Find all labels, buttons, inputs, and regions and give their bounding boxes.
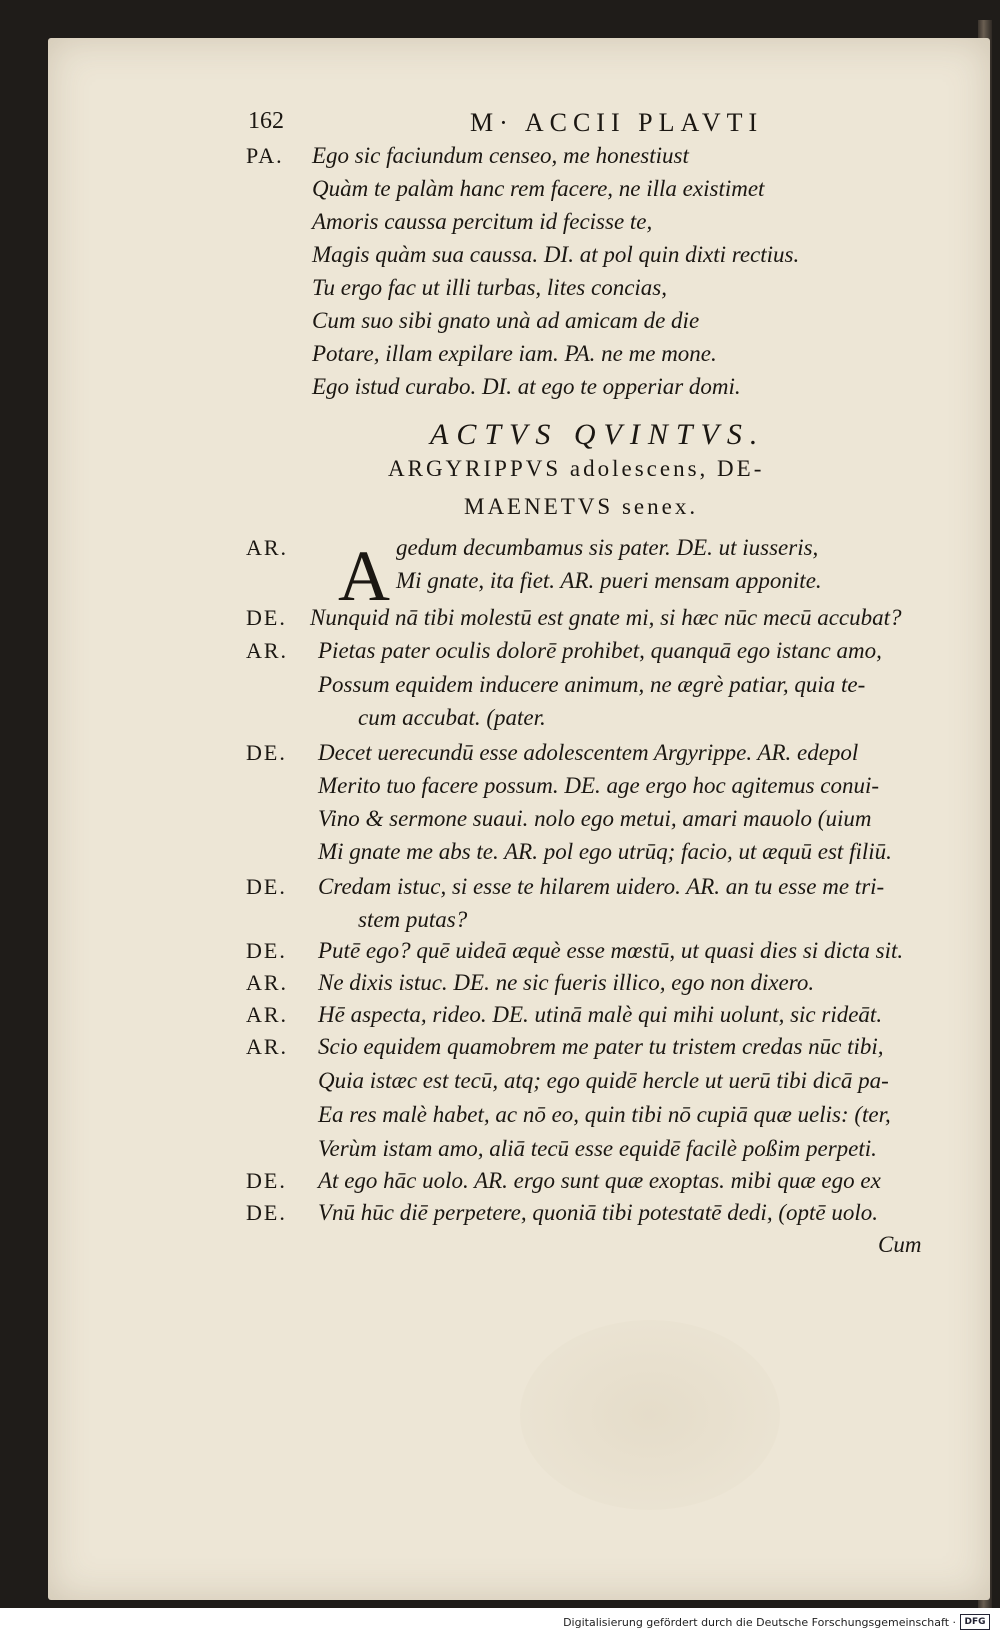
verse-line: Vino & sermone suaui. nolo ego metui, amari mauolo (uium	[318, 806, 872, 831]
verse-line: gedum decumbamus sis pater. DE. ut iusseris,	[396, 535, 819, 560]
speaker-label: DE.	[246, 605, 287, 630]
running-title: M· ACCII PLAVTI	[470, 108, 764, 137]
verse-line: Magis quàm sua caussa. DI. at pol quin dixti rectius.	[312, 242, 800, 267]
verse-line: Nunquid nā tibi molestū est gnate mi, si hæc nūc mecū accubat?	[310, 605, 902, 630]
speaker-label: AR.	[246, 1034, 289, 1059]
verse-line: Mi gnate, ita fiet. AR. pueri mensam apponite.	[396, 568, 822, 593]
verse-line: Amoris caussa percitum id fecisse te,	[312, 209, 653, 234]
verse-line: Pietas pater oculis dolorē prohibet, quanquā ego istanc amo,	[318, 638, 882, 663]
paper-stain	[520, 1320, 780, 1510]
act-title: ACTVS QVINTVS.	[430, 418, 766, 451]
verse-line: Cum	[878, 1232, 922, 1257]
verse-line: Credam istuc, si esse te hilarem uidero. AR. an tu esse me tri-	[318, 874, 885, 899]
speaker-label: AR.	[246, 638, 289, 663]
verse-line: Mi gnate me abs te. AR. pol ego utrūq; facio, ut æquū est filiū.	[318, 839, 892, 864]
page-header	[0, 108, 1000, 142]
speaker-label: AR.	[246, 970, 289, 995]
verse-line: Quàm te palàm hanc rem facere, ne illa existimet	[312, 176, 765, 201]
speaker-label: AR.	[246, 535, 289, 560]
speaker-label: DE.	[246, 938, 287, 963]
verse-line: At ego hāc uolo. AR. ergo sunt quæ exoptas. mibi quæ ego ex	[318, 1168, 881, 1193]
dfg-logo: DFG	[960, 1614, 990, 1630]
verse-line: Ne dixis istuc. DE. ne sic fueris illico, ego non dixero.	[318, 970, 815, 995]
verse-line: Vnū hūc diē perpetere, quoniā tibi potestatē dedi, (optē uolo.	[318, 1200, 878, 1225]
funding-notice: Digitalisierung gefördert durch die Deutsche Forschungsgemeinschaft ·	[563, 1616, 956, 1629]
verse-line: Hē aspecta, rideo. DE. utinā malè qui mihi uolunt, sic rideāt.	[318, 1002, 883, 1027]
verse-line: Cum suo sibi gnato unà ad amicam de die	[312, 308, 700, 333]
personae-line-2: MAENETVS senex.	[464, 494, 699, 519]
verse-line: Possum equidem inducere animum, ne ægrè patiar, quia te-	[318, 672, 866, 697]
page-number: 162	[248, 108, 284, 134]
verse-line: Quia istæc est tecū, atq; ego quidē hercle ut uerū tibi dicā pa-	[318, 1068, 889, 1093]
verse-line: Merito tuo facere possum. DE. age ergo hoc agitemus conui-	[318, 773, 880, 798]
verse-line: stem putas?	[358, 907, 468, 932]
speaker-label: DE.	[246, 874, 287, 899]
personae-line-1: ARGYRIPPVS adolescens, DE-	[388, 456, 765, 481]
speaker-label: DE.	[246, 1200, 287, 1225]
verse-line: Ego istud curabo. DI. at ego te opperiar domi.	[312, 374, 741, 399]
verse-line: Ego sic faciundum censeo, me honestiust	[312, 143, 689, 168]
speaker-label: AR.	[246, 1002, 289, 1027]
speaker-label: PA.	[246, 143, 284, 168]
speaker-label: DE.	[246, 740, 287, 765]
speaker-label: DE.	[246, 1168, 287, 1193]
verse-line: Ea res malè habet, ac nō eo, quin tibi nō cupiā quæ uelis: (ter,	[318, 1102, 891, 1127]
drop-capital: A	[338, 536, 390, 616]
verse-line: Potare, illam expilare iam. PA. ne me mone.	[312, 341, 717, 366]
verse-line: Verùm istam amo, aliā tecū esse equidē facilè poßim perpeti.	[318, 1136, 877, 1161]
verse-line: Scio equidem quamobrem me pater tu tristem credas nūc tibi,	[318, 1034, 884, 1059]
verse-line: Putē ego? quē uideā æquè esse mœstū, ut quasi dies si dicta sit.	[318, 938, 904, 963]
verse-line: Decet uerecundū esse adolescentem Argyrippe. AR. edepol	[318, 740, 859, 765]
verse-line: cum accubat. (pater.	[358, 705, 546, 730]
verse-line: Tu ergo fac ut illi turbas, lites concias,	[312, 275, 668, 300]
